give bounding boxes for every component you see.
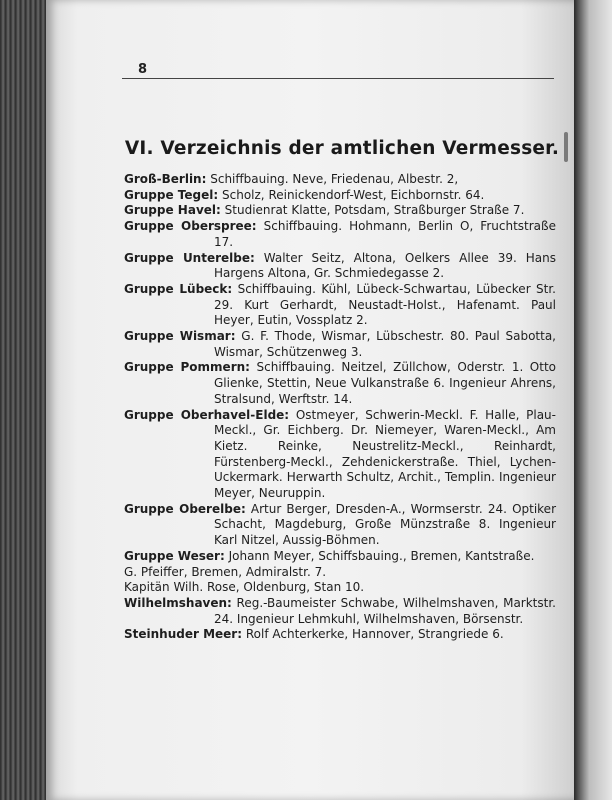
page-number: 8 [138, 62, 148, 77]
entry-text: Johann Meyer, Schiffsbauing., Bremen, Kantstraße. [228, 548, 535, 563]
list-item [124, 172, 556, 188]
list-item [124, 549, 556, 565]
entry-text: Rolf Achterkerke, Hannover, Strangriede 6. [245, 627, 504, 642]
entry-text: Studienrat Klatte, Potsdam, Straßburger Straße 7. [224, 203, 525, 218]
list-item [124, 408, 556, 502]
book-gutter [574, 0, 612, 800]
entry-text: Reg.-Baumeister Schwabe, Wilhelmshaven, Marktstr. 24. Ingenieur Lehmkuhl, Wilhelmshaven, Börsenstr. [214, 595, 556, 626]
list-item [124, 188, 556, 204]
entry-label: Gruppe Havel: [124, 203, 221, 218]
list-item [124, 282, 556, 329]
margin-mark [564, 132, 568, 162]
book-page-edges [0, 0, 52, 800]
list-item [124, 502, 556, 549]
entry-label: Gruppe Wismar: [124, 329, 236, 344]
entry-text: Schiffbauing. Neitzel, Züllchow, Oderstr. 1. Otto Glienke, Stettin, Neue Vulkanstraße 6. Ingenieur Ahrens, Stralsund, Werftstr. 14. [214, 360, 556, 406]
entry-label: Gruppe Pommern: [124, 360, 250, 375]
list-item [124, 360, 556, 407]
entry-label: Gruppe Oberspree: [124, 219, 257, 234]
entry-label: Gruppe Unterelbe: [124, 250, 255, 265]
list-item-continuation [124, 565, 556, 581]
entry-text: Schiffbauing. Kühl, Lübeck-Schwartau, Lübecker Str. 29. Kurt Gerhardt, Neustadt-Holst., Hafenamt. Paul Heyer, Eutin, Vossplatz 2. [214, 281, 556, 328]
surveyor-list [124, 172, 556, 643]
entry-text: Artur Berger, Dresden-A., Wormserstr. 24. Optiker Schacht, Magdeburg, Große Münzstraße 8. Ingenieur Karl Nitzel, Aussig-Böhmen. [214, 501, 557, 548]
list-item [124, 329, 556, 360]
list-item [124, 596, 556, 627]
list-item [124, 203, 556, 219]
list-item [124, 627, 556, 643]
entry-text: Schiffbauing. Hohmann, Berlin O, Fruchtstraße 17. [214, 219, 556, 249]
entry-text: Scholz, Reinickendorf-West, Eichbornstr. 64. [222, 187, 485, 202]
page-title: VI. Verzeichnis der amtlichen Vermesser. [124, 138, 560, 159]
list-item [124, 251, 556, 282]
entry-label: Wilhelmshaven: [124, 595, 232, 610]
entry-text: G. Pfeiffer, Bremen, Admiralstr. 7. [124, 564, 327, 579]
entry-label: Gruppe Lübeck: [124, 281, 233, 296]
entry-label: Gruppe Tegel: [124, 187, 219, 202]
entry-text: Walter Seitz, Altona, Oelkers Allee 39. Hans Hargens Altona, Gr. Schmiedegasse 2. [214, 250, 556, 281]
entry-text: Kapitän Wilh. Rose, Oldenburg, Stan 10. [124, 580, 365, 595]
entry-text: Ostmeyer, Schwerin-Meckl. F. Halle, Plau-Meckl., Gr. Eichberg. Dr. Niemeyer, Waren-Meckl., Am Kietz. Reinke, Neustrelitz-Meckl., Reinhardt, Fürstenberg-Meckl., Zehdenickerstraße. Thiel, Lychen-Uckermark. Herwarth Schultz, Archit., Templin. Ingenieur Meyer, Neuruppin. [214, 407, 556, 501]
list-item-continuation [124, 580, 556, 596]
header-rule [122, 78, 554, 79]
entry-label: Gruppe Oberhavel-Elde: [124, 407, 290, 422]
entry-label: Steinhuder Meer: [124, 627, 243, 642]
entry-text: Schiffbauing. Neve, Friedenau, Albestr. 2, [210, 172, 459, 186]
entry-label: Gruppe Weser: [124, 548, 225, 563]
entry-label: Gruppe Oberelbe: [124, 501, 246, 516]
entry-label: Groß-Berlin: [124, 172, 207, 186]
entry-text: G. F. Thode, Wismar, Lübschestr. 80. Paul Sabotta, Wismar, Schützenweg 3. [214, 329, 556, 359]
list-item [124, 219, 556, 250]
